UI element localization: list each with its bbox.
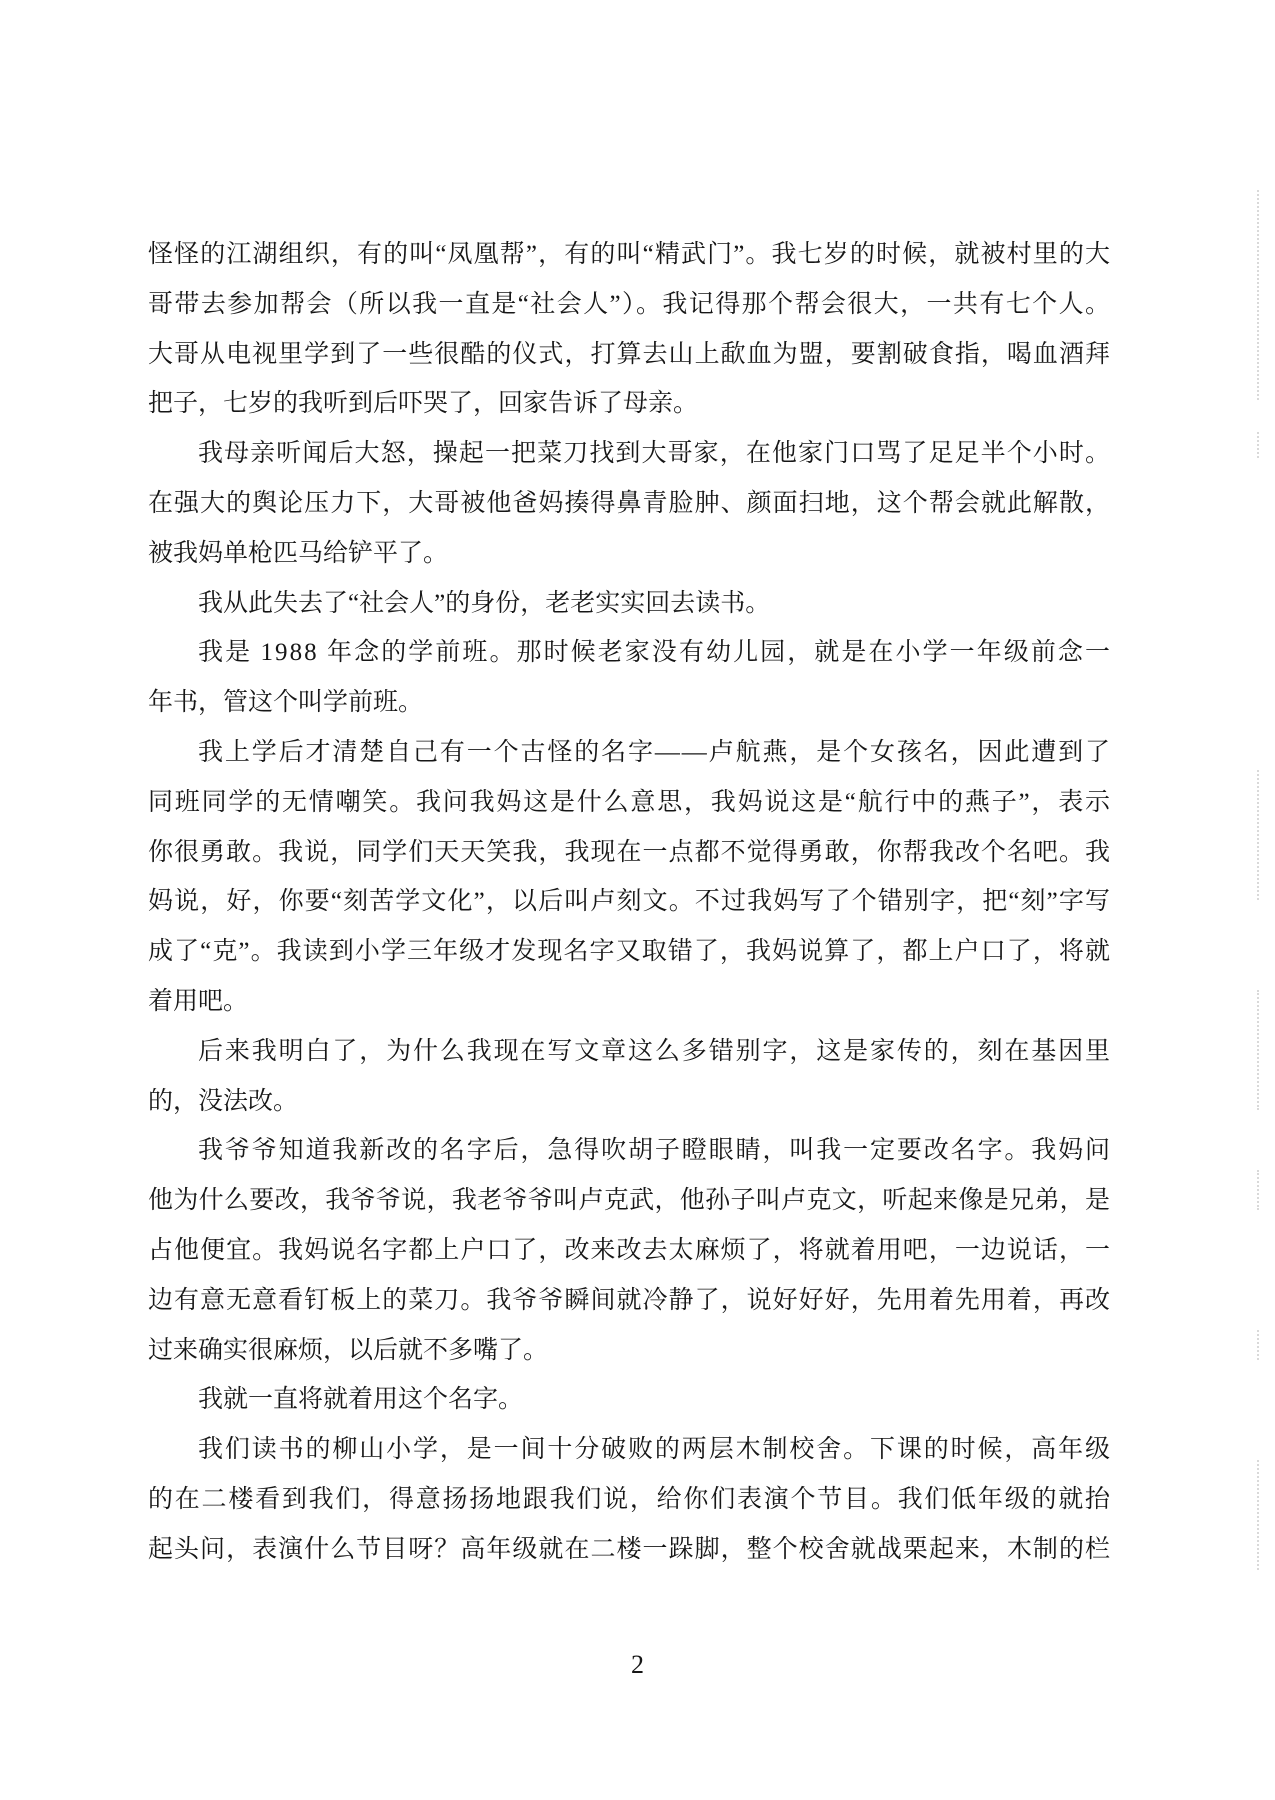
scan-margin-mark xyxy=(1257,432,1259,458)
text-line: 我从此失去了“社会人”的身份，老老实实回去读书。 xyxy=(198,589,771,617)
paragraph xyxy=(148,628,1113,728)
text-line: 年书，管这个叫学前班。 xyxy=(148,689,424,717)
text-line: 的，没法改。 xyxy=(148,1087,299,1115)
text-line: 我就一直将就着用这个名字。 xyxy=(198,1386,524,1414)
text-line: 怪怪的江湖组织，有的叫“凤凰帮”，有的叫“精武门”。我七岁的时候，就被村里的大 xyxy=(148,241,1112,268)
text-line: 成了“克”。我读到小学三年级才发现名字又取错了，我妈说算了，都上户口了，将就 xyxy=(148,938,1112,966)
scan-margin-mark xyxy=(1257,770,1259,900)
page-number: 2 xyxy=(631,1650,644,1679)
paragraph xyxy=(148,579,1110,629)
text-line: 妈说，好，你要“刻苦学文化”，以后叫卢刻文。不过我妈写了个错别字，把“刻”字写 xyxy=(148,888,1112,916)
scan-margin-mark xyxy=(1257,1330,1259,1360)
paragraph xyxy=(148,1375,1110,1425)
scan-margin-mark xyxy=(1257,1170,1259,1210)
scan-margin-mark xyxy=(1257,190,1259,400)
text-line: 边有意无意看钉板上的菜刀。我爷爷瞬间就冷静了，说好好好，先用着先用着，再改 xyxy=(148,1286,1112,1314)
text-line: 过来确实很麻烦，以后就不多嘴了。 xyxy=(148,1336,549,1364)
text-line: 把子，七岁的我听到后吓哭了，回家告诉了母亲。 xyxy=(148,390,699,418)
paragraph xyxy=(148,728,1110,1027)
body-text xyxy=(148,230,1113,1575)
text-line: 我上学后才清楚自己有一个古怪的名字——卢航燕，是个女孩名，因此遭到了 xyxy=(198,738,1112,766)
text-line: 我爷爷知道我新改的名字后，急得吹胡子瞪眼睛，叫我一定要改名字。我妈问 xyxy=(198,1137,1112,1165)
text-line: 我母亲听闻后大怒，操起一把菜刀找到大哥家，在他家门口骂了足足半个小时。 xyxy=(198,440,1112,468)
text-line: 被我妈单枪匹马给铲平了。 xyxy=(148,539,449,567)
scan-margin-mark xyxy=(1257,1460,1259,1570)
text-line: 哥带去参加帮会（所以我一直是“社会人”）。我记得那个帮会很大，一共有七个人。 xyxy=(148,290,1112,318)
text-line: 大哥从电视里学到了一些很酷的仪式，打算去山上歃血为盟，要割破食指，喝血酒拜 xyxy=(148,340,1112,368)
text-line: 他为什么要改，我爷爷说，我老爷爷叫卢克武，他孙子叫卢克文，听起来像是兄弟，是 xyxy=(148,1187,1111,1215)
paragraph xyxy=(148,1425,1110,1574)
text-line: 我们读书的柳山小学，是一间十分破败的两层木制校舍。下课的时候，高年级 xyxy=(198,1436,1112,1464)
paragraph xyxy=(148,230,1110,429)
paragraph xyxy=(148,1027,1110,1127)
text-line: 起头问，表演什么节目呀？高年级就在二楼一跺脚，整个校舍就战栗起来，木制的栏 xyxy=(148,1535,1112,1563)
text-line: 我是 1988 年念的学前班。那时候老家没有幼儿园，就是在小学一年级前念一 xyxy=(198,639,1113,667)
paragraph xyxy=(148,429,1110,578)
text-line: 的在二楼看到我们，得意扬扬地跟我们说，给你们表演个节目。我们低年级的就抬 xyxy=(148,1485,1112,1513)
text-line: 在强大的舆论压力下，大哥被他爸妈揍得鼻青脸肿、颜面扫地，这个帮会就此解散， xyxy=(148,489,1112,517)
text-line: 占他便宜。我妈说名字都上户口了，改来改去太麻烦了，将就着用吧，一边说话，一 xyxy=(148,1236,1112,1264)
text-line: 后来我明白了，为什么我现在写文章这么多错别字，这是家传的，刻在基因里 xyxy=(198,1037,1112,1065)
paragraph xyxy=(148,1126,1110,1375)
text-line: 着用吧。 xyxy=(148,987,249,1015)
scan-margin-mark xyxy=(1257,990,1259,1110)
text-line: 你很勇敢。我说，同学们天天笑我，我现在一点都不觉得勇敢，你帮我改个名吧。我 xyxy=(148,838,1112,866)
text-line: 同班同学的无情嘲笑。我问我妈这是什么意思，我妈说这是“航行中的燕子”，表示 xyxy=(148,788,1112,816)
